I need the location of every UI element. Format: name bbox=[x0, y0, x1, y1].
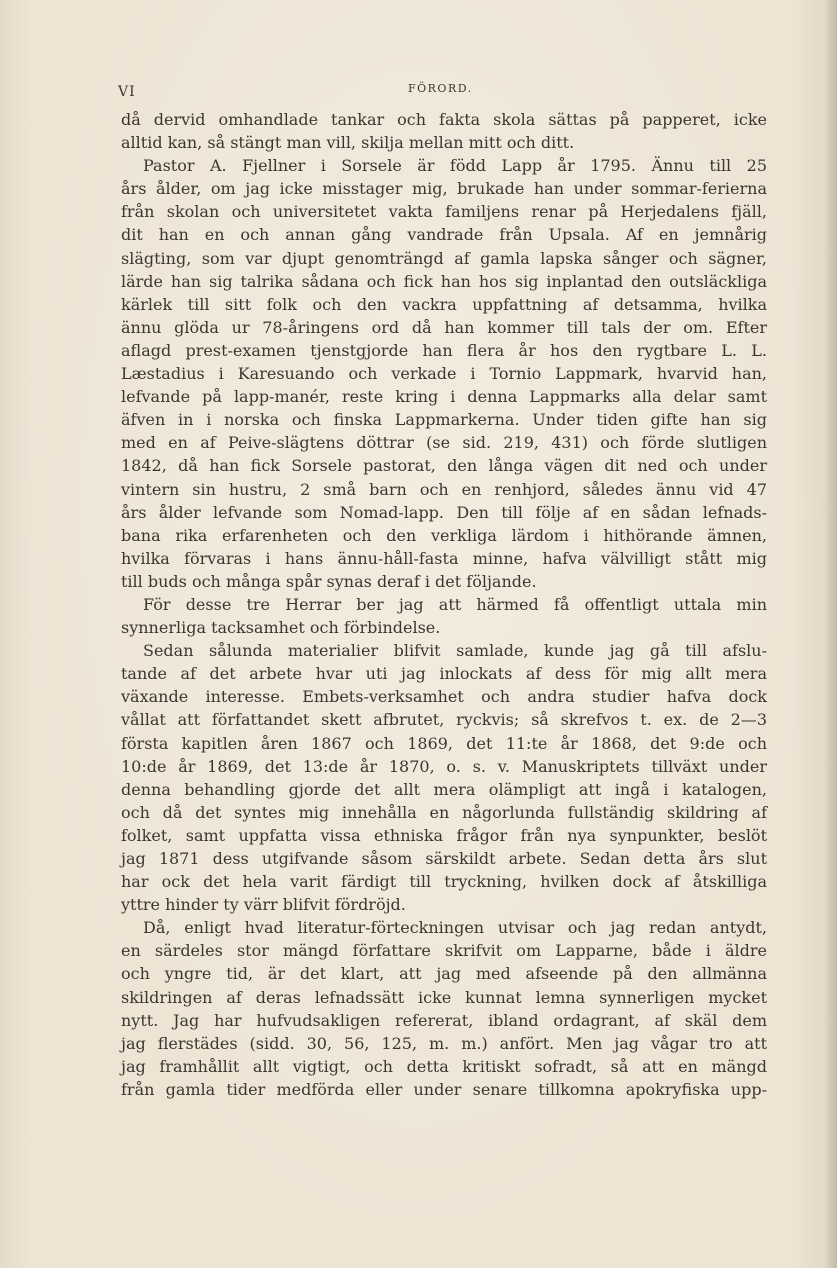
text-line: Pastor A. Fjellner i Sorsele är född Lapp år 1795. Ännu till 25 bbox=[143, 156, 767, 176]
text-line: års ålder, om jag icke misstager mig, brukade han under sommar-ferierna bbox=[121, 179, 767, 199]
text-line: jag framhållit allt vigtigt, och detta kritiskt sofradt, så att en mängd bbox=[121, 1056, 767, 1076]
text-line: nytt. Jag har hufvudsakligen refererat, ibland ordagrant, af skäl dem bbox=[121, 1010, 767, 1030]
text-line: en särdeles stor mängd författare skrifvit om Lapparne, både i äldre bbox=[121, 941, 767, 961]
text-line: och yngre tid, är det klart, att jag med afseende på den allmänna bbox=[121, 964, 767, 984]
text-line: synnerliga tacksamhet och förbindelse. bbox=[121, 618, 441, 638]
text-line: bana rika erfarenheten och den verkliga lärdom i hithörande ämnen, bbox=[121, 525, 767, 545]
text-line: då dervid omhandlade tankar och fakta skola sättas på papperet, icke bbox=[121, 110, 767, 129]
text-line: 1842, då han fick Sorsele pastorat, den långa vägen dit ned och under bbox=[121, 456, 767, 476]
text-line: slägting, som var djupt genomträngd af gamla lapska sånger och sägner, bbox=[121, 248, 767, 268]
text-line: har ock det hela varit färdigt till tryckning, hvilken dock af åtskilliga bbox=[121, 872, 767, 892]
text-line: yttre hinder ty värr blifvit fördröjd. bbox=[121, 895, 406, 915]
text-line: Sedan sålunda materialier blifvit samlade, kunde jag gå till afslu- bbox=[143, 641, 767, 661]
text-line: till buds och många spår synas deraf i det följande. bbox=[121, 571, 537, 591]
text-line: vållat att författandet skett afbrutet, ryckvis; så skrefvos t. ex. de 2—3 bbox=[121, 710, 767, 730]
text-line: Læstadius i Karesuando och verkade i Tornio Lappmark, hvarvid han, bbox=[121, 364, 767, 384]
text-line: ännu glöda ur 78-åringens ord då han kommer till tals der om. Efter bbox=[121, 317, 767, 337]
page-edge-shadow bbox=[825, 0, 837, 1268]
text-line: och då det syntes mig innehålla en någorlunda fullständig skildring af bbox=[121, 802, 767, 822]
text-line: lärde han sig talrika sådana och fick han hos sig inplantad den outsläckliga bbox=[121, 271, 767, 291]
text-line: För desse tre Herrar ber jag att härmed få offentligt uttala min bbox=[143, 594, 767, 614]
text-line: från gamla tider medförda eller under senare tillkomna apokryfiska upp- bbox=[121, 1079, 767, 1099]
text-line: äfven in i norska och finska Lappmarkerna. Under tiden gifte han sig bbox=[121, 410, 767, 430]
text-line: jag flerstädes (sidd. 30, 56, 125, m. m.) anfört. Men jag vågar tro att bbox=[121, 1033, 767, 1053]
text-line: hvilka förvaras i hans ännu-håll-fasta minne, hafva välvilligt stått mig bbox=[121, 548, 767, 568]
text-line: med en af Peive-slägtens döttrar (se sid. 219, 431) och förde slutligen bbox=[121, 433, 767, 453]
text-line: växande interesse. Embets-verksamhet och andra studier hafva dock bbox=[121, 687, 767, 707]
text-line: folket, samt uppfatta vissa ethniska frågor från nya synpunkter, beslöt bbox=[121, 825, 767, 845]
text-line: första kapitlen åren 1867 och 1869, det 11:te år 1868, det 9:de och bbox=[121, 733, 767, 753]
text-line: jag 1871 dess utgifvande såsom särskildt arbete. Sedan detta års slut bbox=[121, 849, 767, 868]
text-line: alltid kan, så stängt man vill, skilja mellan mitt och ditt. bbox=[121, 133, 575, 153]
text-line: från skolan och universitetet vakta familjens renar på Herjedalens fjäll, bbox=[121, 202, 767, 222]
page-number: VI bbox=[118, 84, 136, 100]
running-head bbox=[0, 80, 837, 104]
text-line: denna behandling gjorde det allt mera olämpligt att ingå i katalogen, bbox=[121, 779, 767, 799]
text-line: lefvande på lapp-manér, reste kring i denna Lappmarks alla delar samt bbox=[121, 387, 767, 407]
text-line: dit han en och annan gång vandrade från Upsala. Af en jemnårig bbox=[121, 225, 767, 245]
text-line: vintern sin hustru, 2 små barn och en renhjord, således ännu vid 47 bbox=[121, 479, 767, 499]
text-line: 10:de år 1869, det 13:de år 1870, o. s. v. Manuskriptets tillväxt under bbox=[121, 756, 767, 776]
running-title: FÖRORD. bbox=[408, 82, 473, 95]
text-line: skildringen af deras lefnadssätt icke kunnat lemna synnerligen mycket bbox=[121, 987, 767, 1007]
text-line: Då, enligt hvad literatur-förteckningen utvisar och jag redan antydt, bbox=[143, 918, 767, 938]
text-line: års ålder lefvande som Nomad-lapp. Den till följe af en sådan lefnads- bbox=[121, 502, 767, 522]
text-line: tande af det arbete hvar uti jag inlockats af dess för mig allt mera bbox=[121, 664, 767, 684]
text-line: kärlek till sitt folk och den vackra uppfattning af detsamma, hvilka bbox=[121, 294, 767, 314]
text-line: aflagd prest-examen tjenstgjorde han flera år hos den rygtbare L. L. bbox=[121, 340, 767, 360]
body-text bbox=[121, 108, 767, 1101]
